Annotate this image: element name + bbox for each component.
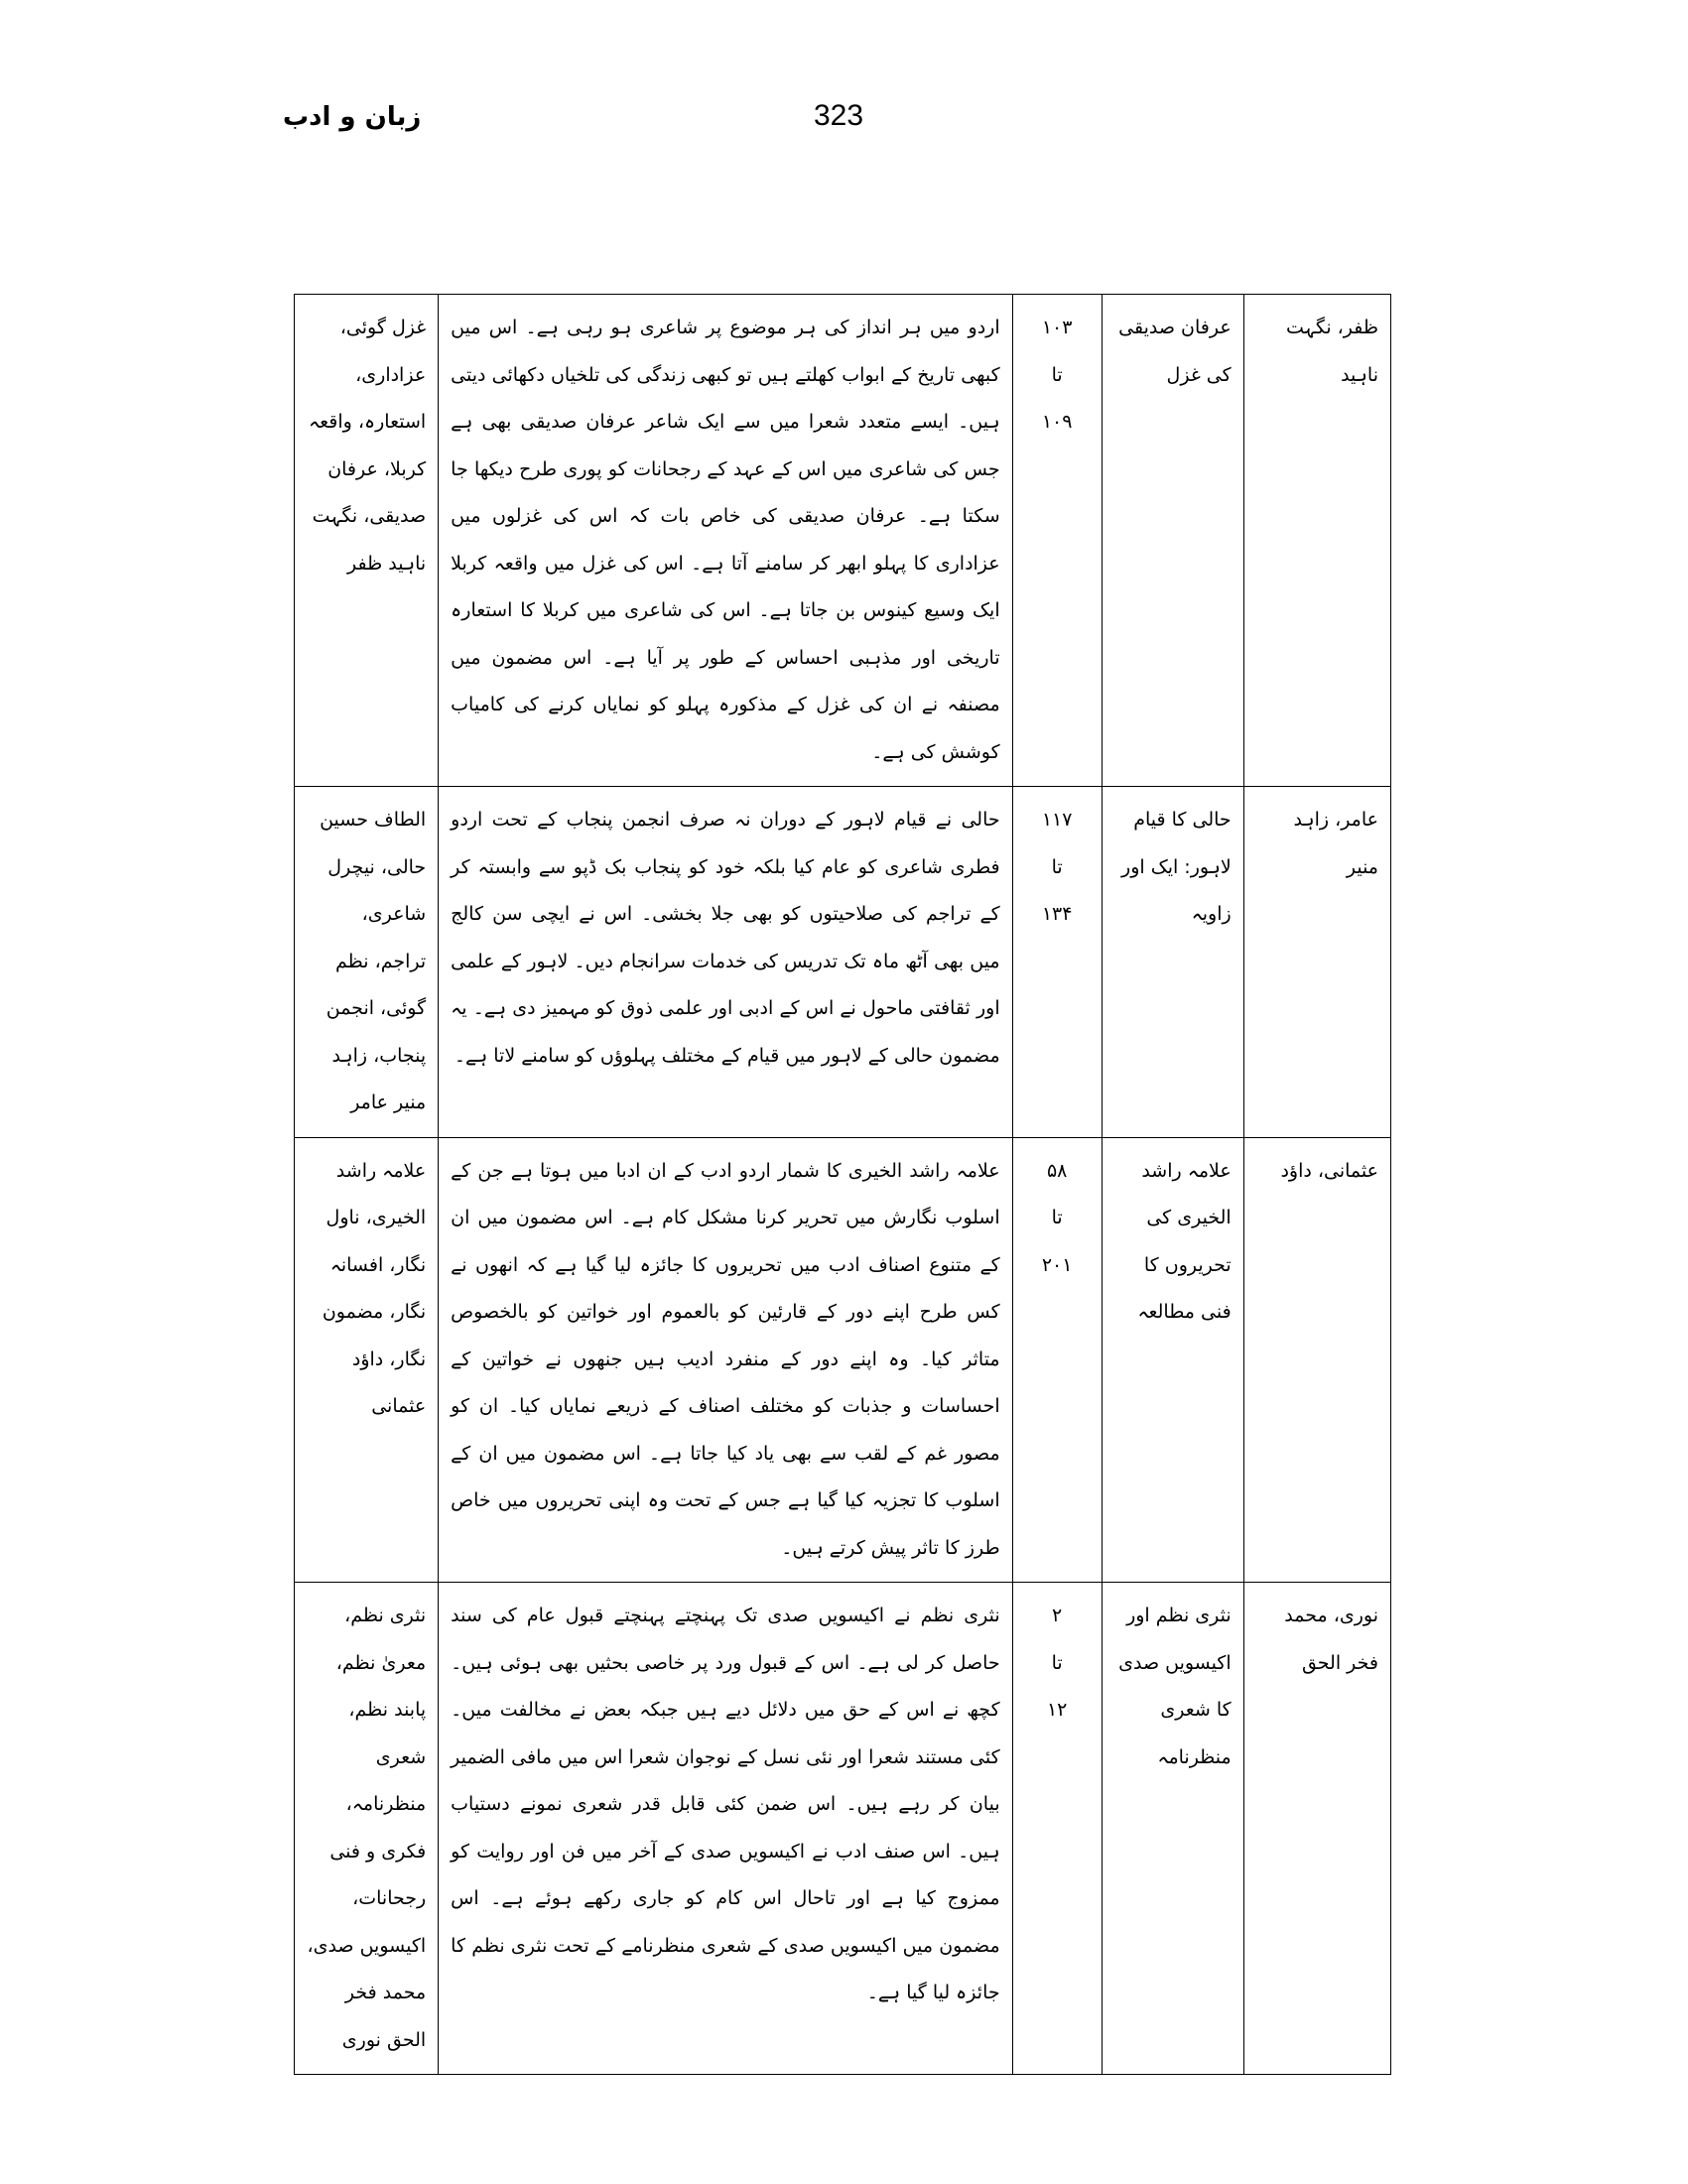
title-cell: نثری نظم اور اکیسویں صدی کا شعری منظرنامہ (1102, 1583, 1243, 2075)
table-row (295, 295, 1391, 787)
author-cell: نوری، محمد فخر الحق (1243, 1583, 1390, 2075)
title-cell: حالی کا قیام لاہور: ایک اور زاویہ (1102, 787, 1243, 1138)
pages-cell (1012, 787, 1102, 1138)
keywords-cell: الطاف حسین حالی، نیچرل شاعری، تراجم، نظم گوئی، انجمن پنجاب، زاہد منیر عامر (295, 787, 439, 1138)
page-from: ۱۰۳ (1041, 317, 1073, 338)
keywords-cell: علامہ راشد الخیری، ناول نگار، افسانہ نگار، مضمون نگار، داؤد عثمانی (295, 1137, 439, 1583)
summary-cell: علامہ راشد الخیری کا شمار اردو ادب کے ان ادبا میں ہوتا ہے جن کے اسلوب نگارش میں تحریر کرنا مشکل کام ہے۔ اس مضمون میں ان کے متنوع اصناف ادب میں تحریروں کا جائزہ لیا گیا ہے کہ انھوں نے کس طرح اپنے دور کے قارئین کو بالعموم اور خواتین کو بالخصوص متاثر کیا۔ وہ اپنے دور کے منفرد ادیب ہیں جنھوں نے خواتین کے احساسات و جذبات کو مختلف اصناف کے ذریعے نمایاں کیا۔ ان کو مصور غم کے لقب سے بھی یاد کیا جاتا ہے۔ اس مضمون میں ان کے اسلوب کا تجزیہ کیا گیا ہے جس کے تحت وہ اپنی تحریروں میں خاص طرز کا تاثر پیش کرتے ہیں۔ (439, 1137, 1012, 1583)
table-row (295, 787, 1391, 1138)
page-from: ۱۱۷ (1041, 809, 1073, 831)
title-cell: عرفان صدیقی کی غزل (1102, 295, 1243, 787)
table-row (295, 1583, 1391, 2075)
page-separator: تا (1051, 855, 1063, 878)
title-cell: علامہ راشد الخیری کی تحریروں کا فنی مطالعہ (1102, 1137, 1243, 1583)
page-separator: تا (1051, 1651, 1063, 1674)
page-to: ۱۳۴ (1041, 903, 1073, 925)
page-number: 323 (814, 99, 864, 132)
page-to: ۱۰۹ (1041, 411, 1073, 433)
author-cell: ظفر، نگہت ناہید (1243, 295, 1390, 787)
pages-cell (1012, 1583, 1102, 2075)
page-to: ۲۰۱ (1041, 1253, 1073, 1276)
article-index-table (294, 294, 1391, 2075)
keywords-cell: نثری نظم، معریٰ نظم، پابند نظم، شعری منظرنامہ، فکری و فنی رجحانات، اکیسویں صدی، محمد فخر الحق نوری (295, 1583, 439, 2075)
page-separator: تا (1051, 363, 1063, 386)
page-separator: تا (1051, 1207, 1063, 1228)
summary-cell: اردو میں ہر انداز کی ہر موضوع پر شاعری ہو رہی ہے۔ اس میں کبھی تاریخ کے ابواب کھلتے ہیں تو کبھی زندگی کی تلخیاں دکھائی دیتی ہیں۔ ایسے متعدد شعرا میں سے ایک شاعر عرفان صدیقی بھی ہے جس کی شاعری میں اس کے عہد کے رجحانات کو پوری طرح دیکھا جا سکتا ہے۔ عرفان صدیقی کی خاص بات کہ اس کی غزلوں میں عزاداری کا پہلو ابھر کر سامنے آتا ہے۔ اس کی غزل میں واقعہ کربلا ایک وسیع کینوس بن جاتا ہے۔ اس کی شاعری میں کربلا کا استعارہ تاریخی اور مذہبی احساس کے طور پر آیا ہے۔ اس مضمون میں مصنفہ نے ان کی غزل کے مذکورہ پہلو کو نمایاں کرنے کی کامیاب کوشش کی ہے۔ (439, 295, 1012, 787)
pages-cell (1012, 1137, 1102, 1583)
pages-cell (1012, 295, 1102, 787)
summary-cell: نثری نظم نے اکیسویں صدی تک پہنچتے پہنچتے قبول عام کی سند حاصل کر لی ہے۔ اس کے قبول ورد پر خاصی بحثیں بھی ہوئی ہیں۔ کچھ نے اس کے حق میں دلائل دیے ہیں جبکہ بعض نے مخالفت میں۔ کئی مستند شعرا اور نئی نسل کے نوجوان شعرا اس میں مافی الضمیر بیان کر رہے ہیں۔ اس ضمن کئی قابل قدر شعری نمونے دستیاب ہیں۔ اس صنف ادب نے اکیسویں صدی کے آخر میں فن اور روایت کو ممزوج کیا ہے اور تاحال اس کام کو جاری رکھے ہوئے ہے۔ اس مضمون میں اکیسویں صدی کے شعری منظرنامے کے تحت نثری نظم کا جائزہ لیا گیا ہے۔ (439, 1583, 1012, 2075)
page-from: ۲ (1052, 1605, 1063, 1626)
table-row (295, 1137, 1391, 1583)
page-to: ۱۲ (1046, 1699, 1068, 1721)
page-from: ۵۸ (1046, 1159, 1068, 1182)
author-cell: عثمانی، داؤد (1243, 1137, 1390, 1583)
keywords-cell: غزل گوئی، عزاداری، استعارہ، واقعہ کربلا، عرفان صدیقی، نگہت ناہید ظفر (295, 295, 439, 787)
summary-cell: حالی نے قیام لاہور کے دوران نہ صرف انجمن پنجاب کے تحت اردو فطری شاعری کو عام کیا بلکہ خود کو پنجاب بک ڈپو سے وابستہ کر کے تراجم کی صلاحیتوں کو بھی جلا بخشی۔ اس نے ایچی سن کالج میں بھی آٹھ ماہ تک تدریس کی خدمات سرانجام دیں۔ لاہور کے علمی اور ثقافتی ماحول نے اس کے ادبی اور علمی ذوق کو مہمیز دی ہے۔ یہ مضمون حالی کے لاہور میں قیام کے مختلف پہلوؤں کو سامنے لاتا ہے۔ (439, 787, 1012, 1138)
journal-title: زبان و ادب (283, 102, 422, 132)
author-cell: عامر، زاہد منیر (1243, 787, 1390, 1138)
